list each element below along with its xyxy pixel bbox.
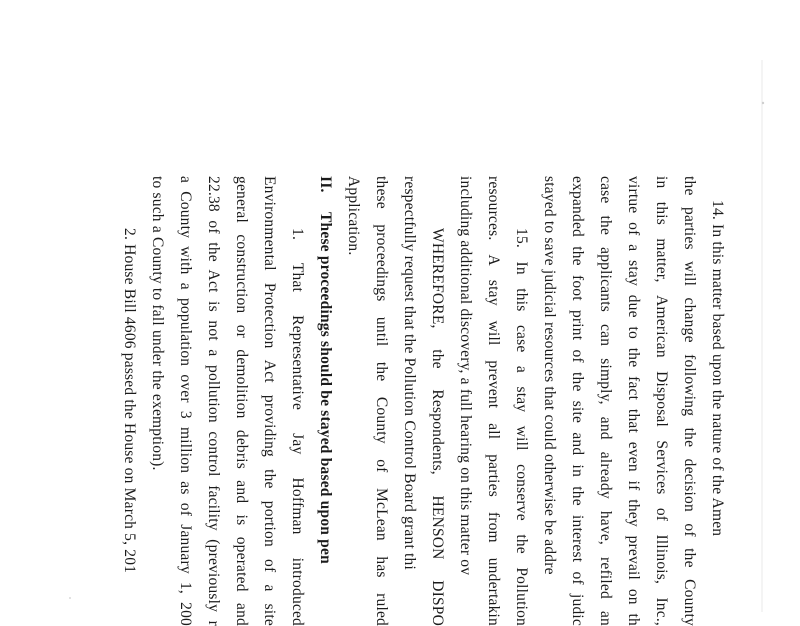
text-line-3: in this matter, American Disposal Services of Illinois, Inc., [653,176,670,626]
text-line-18: general construction or demolition debris and is operated and [233,176,250,626]
text-line-19: 22.38 of the Act is not a pollution control facility (previously r [205,176,222,626]
section-number: II. [317,176,334,193]
text-line-13: these proceedings until the County of McLean has ruled [373,176,390,626]
text-line-2: the parties will change following the decision of the County [681,176,698,626]
text-line-12: respectfully request that the Pollution Control Board grant thi [401,176,418,570]
text-line-9: resources. A stay will prevent all parties from undertakin [485,176,502,626]
text-line-21: to such a County to fall under the exemption). [149,176,166,471]
section-heading-ii [316,176,334,626]
text-line-8: 15. In this case a stay will conserve the Pollution [513,228,530,626]
text-line-4: virtue of a stay due to the fact that even if they prevail on th [625,176,642,626]
text-line-6: expanded the foot print of the site and in the interest of judic [569,176,586,626]
text-line-7: stayed to save judicial resources that could otherwise be addre [541,176,558,575]
text-line-5: case the applicants can simply, and already have, refiled an [597,176,614,626]
text-line-20: a County with a population over 3 million as of January 1, 200 [177,176,194,626]
text-line-14: Application. [345,176,362,256]
text-line-22: 2. House Bill 4606 passed the House on March 5, 201 [121,228,138,574]
section-title: These proceedings should be stayed based upon pen [317,212,334,564]
text-line-11: WHEREFORE, the Respondents, HENSON DISPO [429,228,446,626]
rotated-document-page [121,176,726,626]
text-line-17: Environmental Protection Act providing the portion of a site [261,176,278,626]
text-line-10: including additional discovery, a full hearing on this matter ov [457,176,474,576]
text-line-1: 14. In this matter based upon the nature of the Amen [709,200,726,537]
text-line-16: 1. That Representative Jay Hoffman introduced [289,228,306,626]
